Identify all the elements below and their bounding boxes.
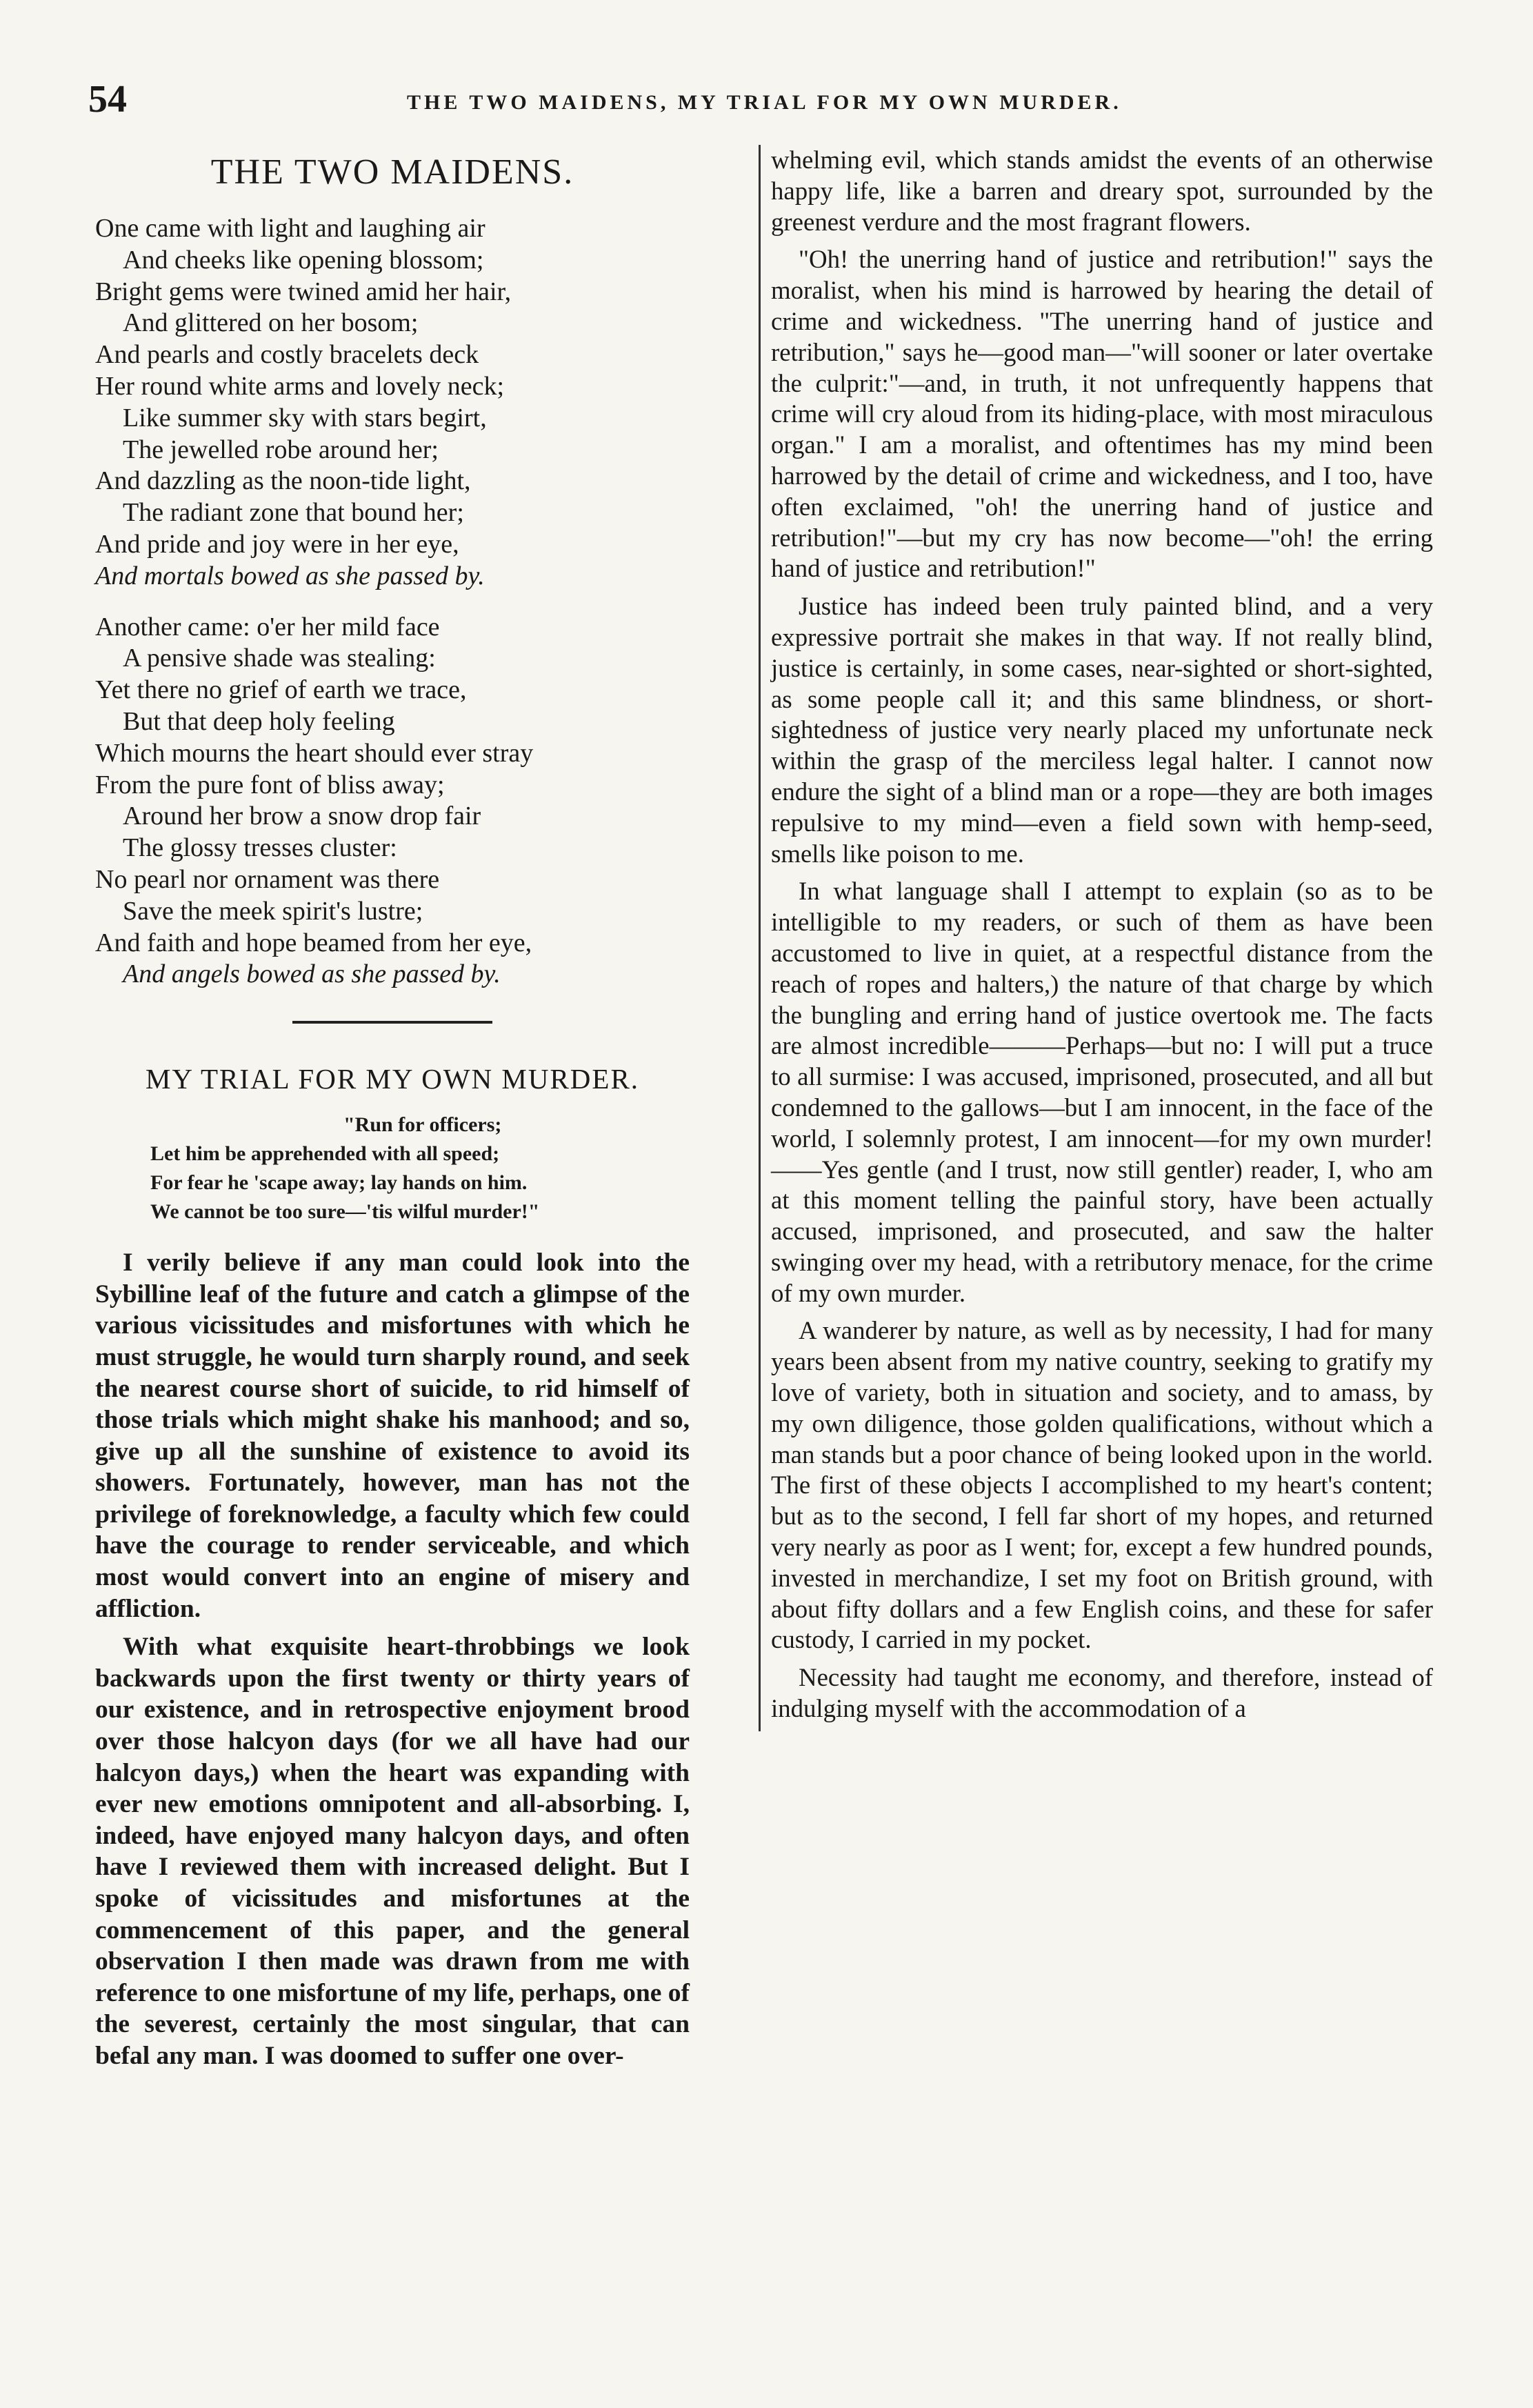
verse-line: But that deep holy feeling bbox=[123, 706, 395, 736]
poem-stanza-1 bbox=[95, 213, 690, 593]
body-paragraph: "Oh! the unerring hand of justice and retribution!" says the moralist, when his mind is harrowed by hearing the detail of crime and wickedness. "The unerring hand of justice and retribution," says he—good man—"will sooner or later overtake the culprit:"—and, in truth, it not unfrequently happens that crime will cry aloud from its hiding-place, with most miraculous organ." I am a moralist, and oftentimes has my mind been harrowed by the detail of crime and wickedness, and I too, have often exclaimed, "oh! the unerring hand of justice and retribution!"—but my cry has now become—"oh! the erring hand of justice and retribution!" bbox=[771, 245, 1433, 583]
verse-line: And glittered on her bosom; bbox=[123, 308, 419, 338]
epigraph-line: We cannot be too sure—'tis wilful murder!" bbox=[150, 1200, 540, 1224]
body-paragraph: With what exquisite heart-throbbings we look backwards upon the first twenty or thirty years of our existence, and in retrospective enjoyment brood over those halcyon days (for we all have had our halcyon days,) when the heart was expanding with ever new emotions omnipotent and all-absorbing. I, indeed, have enjoyed many halcyon days, and often have I reviewed them with increased delight. But I spoke of vicissitudes and misfortunes at the commencement of this paper, and the general observation I then made was drawn from me with reference to one misfortune of my life, perhaps, one of the severest, certainly the most singular, that can befal any man. I was doomed to suffer one over- bbox=[95, 1633, 690, 2070]
epigraph-line: "Run for officers; bbox=[343, 1113, 502, 1137]
poem-title: THE TWO MAIDENS. bbox=[210, 152, 574, 192]
verse-line: And dazzling as the noon-tide light, bbox=[95, 466, 471, 496]
verse-line: The radiant zone that bound her; bbox=[123, 498, 464, 528]
body-paragraph: Necessity had taught me economy, and therefore, instead of indulging myself with the accommodation of a bbox=[771, 1663, 1433, 1723]
verse-line: Like summer sky with stars begirt, bbox=[123, 403, 487, 432]
poem-stanza-2 bbox=[95, 612, 690, 991]
verse-line: Save the meek spirit's lustre; bbox=[123, 896, 423, 926]
verse-line: And angels bowed as she passed by. bbox=[123, 959, 501, 989]
story-title: MY TRIAL FOR MY OWN MURDER. bbox=[145, 1063, 640, 1095]
verse-line: And pearls and costly bracelets deck bbox=[95, 340, 479, 370]
body-paragraph: A wanderer by nature, as well as by necessity, I had for many years been absent from my native country, seeking to gratify my love of variety, both in situation and society, and to amass, by my own diligence, those golden qualifications, without which a man stands but a poor chance of being looked upon in the world. The first of these objects I accomplished to my heart's content; but as to the second, I fell far short of my hopes, and returned very nearly as poor as I went; for, except a few hundred pounds, invested in merchandize, I set my foot on British ground, with about fifty dollars and a few English coins, and these for safer custody, I carried in my pocket. bbox=[771, 1316, 1433, 1654]
left-column bbox=[95, 145, 690, 2079]
verse-line: Another came: o'er her mild face bbox=[95, 612, 440, 641]
body-paragraph: whelming evil, which stands amidst the events of an otherwise happy life, like a barren and dreary spot, surrounded by the greenest verdure and the most fragrant flowers. bbox=[771, 146, 1433, 236]
epigraph-line: For fear he 'scape away; lay hands on him. bbox=[150, 1171, 528, 1195]
verse-line: The jewelled robe around her; bbox=[123, 435, 439, 464]
verse-line: Her round white arms and lovely neck; bbox=[95, 371, 505, 401]
body-paragraph: In what language shall I attempt to explain (so as to be intelligible to my readers, or such of them as have been accustomed to live in quiet, at a respectful distance from the reach of ropes and halters,) the nature of that charge by which the bungling and erring hand of justice overtook me. The facts are almost incredible———Perhaps—but no: I will put a truce to all surmise: I was accused, imprisoned, prosecuted, and all but condemned to the gallows—but I am innocent, in the face of the world, I solemnly protest, I am innocent—for my own murder!——Yes gentle (and I trust, now still gentler) reader, I, who am at this moment telling the painful story, have been actually accused, imprisoned, and prosecuted, and saw the halter swinging over my head, with a retributory menace, for the crime of my own murder. bbox=[771, 877, 1433, 1307]
verse-line: Yet there no grief of earth we trace, bbox=[95, 675, 467, 705]
verse-line: From the pure font of bliss away; bbox=[95, 770, 445, 799]
verse-line: And pride and joy were in her eye, bbox=[95, 529, 459, 559]
verse-line: Bright gems were twined amid her hair, bbox=[95, 277, 512, 306]
epigraph-line: Let him be apprehended with all speed; bbox=[150, 1142, 500, 1166]
verse-line: And cheeks like opening blossom; bbox=[123, 245, 484, 275]
column-divider bbox=[759, 145, 761, 1731]
verse-line: The glossy tresses cluster: bbox=[123, 833, 397, 863]
body-paragraph: I verily believe if any man could look into the Sybilline leaf of the future and catch a glimpse of the various vicissitudes and misfortunes with which he must struggle, he would turn sharply round, and seek the nearest course short of suicide, to rid himself of those trials which might shake his manhood; and so, give up all the sunshine of existence to avoid its showers. Fortunately, however, man has not the privilege of foreknowledge, a faculty which few could have the courage to render serviceable, and which most would convert into an engine of misery and affliction. bbox=[95, 1248, 690, 1623]
verse-line: A pensive shade was stealing: bbox=[123, 644, 436, 673]
epigraph bbox=[95, 1111, 690, 1226]
page-number: 54 bbox=[88, 78, 127, 121]
verse-line: One came with light and laughing air bbox=[95, 214, 485, 243]
right-column bbox=[771, 145, 1433, 1731]
body-paragraph: Justice has indeed been truly painted blind, and a very expressive portrait she makes in that way. If not really blind, justice is certainly, in some cases, near-sighted or short-sighted, as some people call it; and this same blindness, or short-sightedness of justice very nearly placed my unfortunate neck within the grasp of the merciless legal halter. I cannot now endure the sight of a blind man or a rope—they are both images repulsive to my mind—even a field sown with hemp-seed, smells like poison to me. bbox=[771, 592, 1433, 868]
verse-line: Around her brow a snow drop fair bbox=[123, 802, 481, 831]
verse-line: And faith and hope beamed from her eye, bbox=[95, 928, 532, 957]
verse-line: And mortals bowed as she passed by. bbox=[95, 561, 485, 590]
verse-line: Which mourns the heart should ever stray bbox=[95, 738, 534, 768]
running-head: THE TWO MAIDENS, MY TRIAL FOR MY OWN MURDER. bbox=[407, 91, 1122, 114]
section-divider bbox=[292, 1021, 492, 1024]
verse-line: No pearl nor ornament was there bbox=[95, 864, 440, 894]
